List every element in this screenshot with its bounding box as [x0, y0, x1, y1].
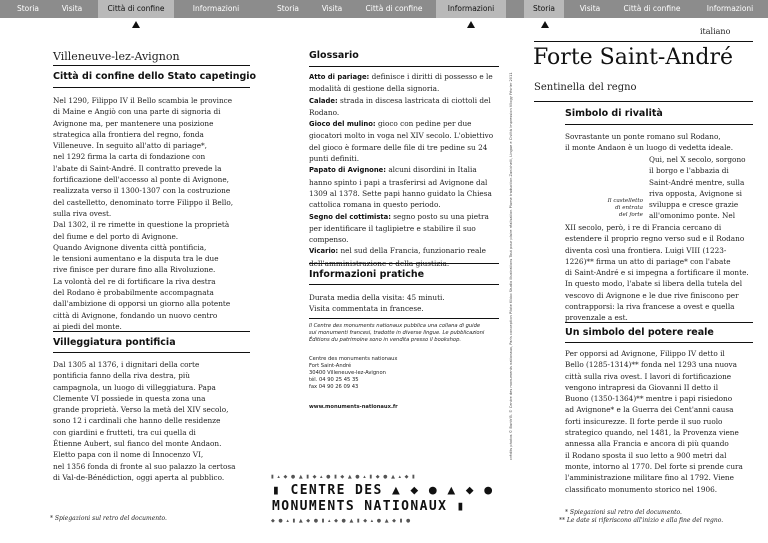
- section-title: Informazioni pratiche: [309, 269, 425, 280]
- visit-info: Durata media della visita: 45 minuti. Visita commentata in francese.: [309, 293, 445, 314]
- active-tab-marker: [132, 21, 140, 28]
- tab-visita[interactable]: Visita: [61, 4, 83, 13]
- photo-caption: Il castelletto di entrata del forte: [607, 198, 643, 218]
- top-tab-bar: [0, 0, 768, 18]
- paragraph: Sovrastante un ponte romano sul Rodano, il monte Andaon è un luogo di vedetta ideale.: [565, 132, 734, 153]
- glossary-definition: alcuni disordini in Italia hanno spinto i papi a trasferirsi ad Avignone dal 1309 al 1378. Sette papi hanno guidato la Chiesa cattolica romana in questo periodo.: [309, 165, 492, 210]
- glossary-definition: definisce i diritti di possesso e le modalità di gestione della signoria.: [309, 72, 493, 94]
- glossary-term: Gioco del mulino:: [309, 120, 376, 129]
- paragraph: XII secolo, però, i re di Francia cercano di estendere il proprio regno verso sud e il Rodano diventa così una frontiera. Luigi VIII (1223- 1226)** firma un atto di pariage* con l'abate di Saint-André e si impegna a fortificare il monte. In questo modo, l'abate si libera della tutela del vescovo di Avignone e le due rive finiscono per contrapporsi: la riva francese a ovest e quella provenzale a est.: [565, 223, 749, 323]
- tab-citta-di-confine[interactable]: Città di confine: [623, 4, 681, 13]
- glossary-entry: [309, 245, 499, 269]
- glossary-list: [309, 71, 499, 269]
- divider: [53, 65, 250, 66]
- tab-informazioni[interactable]: Informazioni: [436, 0, 506, 18]
- divider: [309, 318, 499, 319]
- divider: [53, 87, 250, 88]
- divider: [309, 284, 499, 285]
- glossary-title: Glossario: [309, 50, 359, 61]
- paragraph: Qui, nel X secolo, sorgono il borgo e l'abbazia di Saint-André mentre, sulla riva opposta, Avignone si sviluppa e cresce grazie all'omonimo ponte. Nel: [649, 155, 746, 221]
- website-link[interactable]: www.monuments-nationaux.fr: [309, 404, 398, 410]
- footnote: * Spiegazioni sul retro del documento.: [565, 509, 682, 516]
- divider: [534, 41, 753, 42]
- divider: [565, 342, 753, 343]
- glossary-definition: strada in discesa lastricata di ciottoli del Rodano.: [309, 95, 491, 117]
- paragraph: Nel 1290, Filippo IV il Bello scambia le province di Maine e Angiò con una parte di signoria di Avignone ma, per mantenere una posizione strategica alla frontiera del regno, fonda Villeneuve. In seguito all'atto di pariage*, nel 1292 firma la carta di fondazione con l'abate di Saint-André. Il contratto prevede la fortificazione dell'accesso al ponte di Avignone, realizzata verso il 1300-1307 con la costruzione del castelletto, denominato torre Filippo il Bello, sulla riva ovest. Dal 1302, il re rimette in questione la proprietà del fiume e del porto di Avignone. Quando Avignone diventa città pontificia, le tensioni aumentano e la disputa tra le due rive finisce per durare fino alla Rivoluzione. La volontà del re di fortificare la riva destra del Rodano è probabilmente accompagnata dall'ambizione di opporsi un giorno alla potente città di Avignone, fondando un nuovo centro ai piedi del monte.: [53, 96, 234, 331]
- divider: [534, 101, 753, 102]
- main-title: Forte Saint-André: [533, 45, 734, 70]
- tab-citta-di-confine[interactable]: Città di confine: [98, 0, 174, 18]
- publications-note: Il Centre des monuments nationaux pubblica una collana di guide sui monumenti francesi, tradotte in diverse lingue. Le pubblicazioni Éditions du patrimoine sono in vendita presso il bookshop.: [309, 323, 485, 343]
- logo-text: MONUMENTS NATIONAUX ▮: [272, 499, 466, 514]
- active-tab-marker: [541, 21, 549, 28]
- section-title: Città di confine dello Stato capetingio: [53, 71, 257, 82]
- divider: [565, 322, 753, 323]
- address-block: Centre des monuments nationaux Fort Saint-André 30400 Villeneuve-lez-Avignon tél. 04 90 25 45 35 fax 04 90 26 09 43: [309, 356, 398, 390]
- glossary-entry: [309, 95, 499, 119]
- section-title: Villeggiatura pontificia: [53, 337, 176, 348]
- section-title: Un simbolo del potere reale: [565, 327, 714, 338]
- glossary-term: Calade:: [309, 96, 338, 105]
- tab-visita[interactable]: Visita: [321, 4, 343, 13]
- glossary-definition: segno posto su una pietra per identificare il taglipietre e stabilire il suo compenso.: [309, 211, 489, 245]
- active-tab-marker: [467, 21, 475, 28]
- tab-citta-di-confine[interactable]: Città di confine: [365, 4, 423, 13]
- glossary-entry: [309, 71, 499, 95]
- glossary-definition: nel sud della Francia, funzionario reale dell'amministrazione e della giustizia.: [309, 246, 486, 268]
- footnote: ** Le date si riferiscono all'inizio e alla fine del regno.: [559, 517, 724, 524]
- paragraph: Per opporsi ad Avignone, Filippo IV detto il Bello (1285-1314)** fonda nel 1293 una nuova città sulla riva ovest. I lavori di fortificazione vengono intrapresi da Giovanni II detto il Buono (1350-1364)** mentre i papi risiedono ad Avignone* e la Guerra dei Cent'anni causa forti insicurezze. Il forte perde il suo ruolo strategico quando, nel 1481, la Provenza viene annessa alla Francia e ancora di più quando il Rodano sposta il suo letto a 900 metri dal monte, intorno al 1770. Del forte si prende cura l'amministrazione militare fino al 1792. Viene classificato monumento storico nel 1906.: [565, 349, 743, 494]
- place-name: Villeneuve-lez-Avignon: [53, 50, 180, 63]
- divider: [309, 66, 499, 67]
- tab-visita[interactable]: Visita: [579, 4, 601, 13]
- tab-storia[interactable]: Storia: [16, 4, 40, 13]
- tab-storia[interactable]: Storia: [276, 4, 300, 13]
- footnote: * Spiegazioni sul retro del documento.: [50, 515, 167, 522]
- logo-line-1: CENTRE DES: [290, 483, 383, 498]
- glossary-term: Atto di pariage:: [309, 73, 370, 81]
- credits-vertical: [509, 44, 517, 460]
- logo-line-2: MONUMENTS NATIONAUX: [272, 499, 448, 514]
- divider: [309, 263, 499, 264]
- glossary-term: Papato di Avignone:: [309, 166, 387, 175]
- glossary-entry: [309, 118, 499, 164]
- glossary-term: Segno del cottimista:: [309, 212, 391, 221]
- language-label: italiano: [700, 27, 731, 36]
- credits-text: crédits photos © Barth'B. © Centre des monuments nationaux, Paris conception Pilote Kikko Studio illustrations Tout pour plaire réalisation Plume traduction Zanichelli, Lingue e Civiltà impression Vilogy Février 2011: [509, 72, 513, 460]
- logo-pattern: ◆ ● ▴ ▮ ▲ ◆ ● ▮ ▴ ◆ ● ▲ ▮ ◆ ▴ ● ▲ ◆ ▮ ●: [271, 518, 412, 524]
- logo-text: ▮ CENTRE DES ▲ ◆ ● ▲ ◆ ●: [272, 483, 494, 498]
- paragraph: Dal 1305 al 1376, i dignitari della corte pontificia fanno della riva destra, più campagnola, un luogo di villeggiatura. Papa Clemente VI possiede in questa zona una grande proprietà. Verso la metà del XIV secolo, sono 12 i cardinali che hanno delle residenze con giardini e frutteti, tra cui quella di Étienne Aubert, sul fianco del monte Andaon. Eletto papa con il nome di Innocenzo VI, nel 1356 fonda di fronte al suo palazzo la certosa di Val-de-Bénédiction, oggi aperta al pubblico.: [53, 360, 236, 482]
- divider: [565, 124, 753, 125]
- glossary-entry: [309, 211, 499, 246]
- divider: [53, 352, 250, 353]
- tab-informazioni[interactable]: Informazioni: [706, 4, 754, 13]
- glossary-entry: [309, 164, 499, 210]
- glossary-definition: gioco con pedine per due giocatori molto in voga nel XIV secolo. L'obiettivo del gioco è formare delle file di tre pedine su 24 punti definiti.: [309, 119, 494, 164]
- tab-storia[interactable]: Storia: [524, 0, 564, 18]
- tab-informazioni[interactable]: Informazioni: [192, 4, 240, 13]
- section-title: Simbolo di rivalità: [565, 108, 663, 119]
- gatehouse-photo: [521, 156, 645, 218]
- glossary-term: Vicario:: [309, 247, 339, 256]
- subtitle: Sentinella del regno: [534, 82, 637, 93]
- logo-pattern: ▮ ▴ ◆ ● ▲ ▮ ◆ ▴ ● ▮ ◆ ▲ ● ▴ ▮ ◆ ● ▲ ▴ ◆ ▮: [271, 474, 416, 480]
- divider: [53, 331, 250, 332]
